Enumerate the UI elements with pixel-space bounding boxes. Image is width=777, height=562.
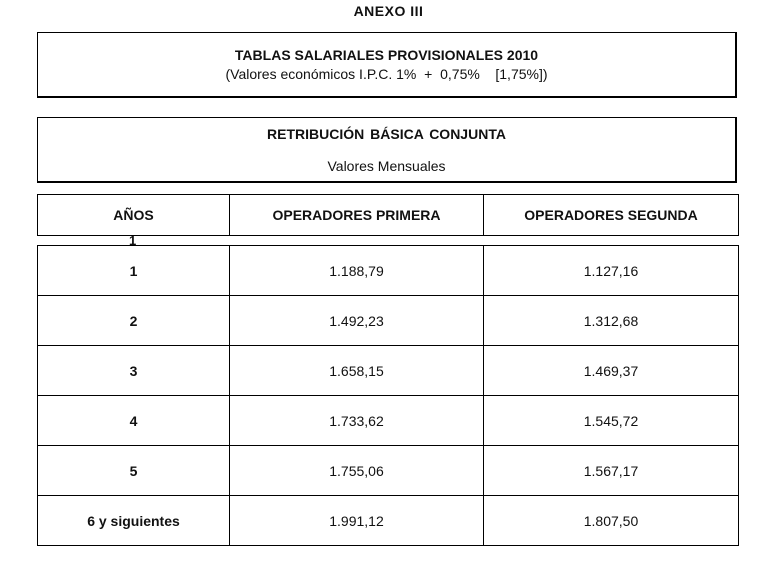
year-cell: 1 <box>38 246 230 296</box>
column-header-operadores-segunda: OPERADORES SEGUNDA <box>484 195 739 236</box>
annex-title: ANEXO III <box>353 3 424 19</box>
salary-tables-header-box <box>37 32 737 98</box>
column-header-operadores-primera: OPERADORES PRIMERA <box>230 195 484 236</box>
table-row <box>38 346 739 396</box>
salary-tables-subtitle: (Valores económicos I.P.C. 1% + 0,75% [1,75%]) <box>225 66 548 82</box>
primera-value-cell: 1.188,79 <box>230 246 484 296</box>
table-row <box>38 496 739 546</box>
table-row <box>38 446 739 496</box>
primera-value-cell: 1.991,12 <box>230 496 484 546</box>
segunda-value-cell: 1.567,17 <box>484 446 739 496</box>
segunda-value-cell: 1.469,37 <box>484 346 739 396</box>
table-row <box>38 246 739 296</box>
salary-tables-title: TABLAS SALARIALES PROVISIONALES 2010 <box>234 47 539 63</box>
table-row <box>38 396 739 446</box>
year-cell: 6 y siguientes <box>38 496 230 546</box>
segunda-value-cell: 1.312,68 <box>484 296 739 346</box>
basic-pay-subtitle: Valores Mensuales <box>327 158 446 174</box>
basic-pay-section-box <box>37 117 737 183</box>
stray-mark: 1 <box>129 233 137 248</box>
primera-value-cell: 1.492,23 <box>230 296 484 346</box>
year-cell: 2 <box>38 296 230 346</box>
segunda-value-cell: 1.127,16 <box>484 246 739 296</box>
primera-value-cell: 1.755,06 <box>230 446 484 496</box>
basic-pay-title: RETRIBUCIÓN BÁSICA CONJUNTA <box>267 126 506 142</box>
column-header-years: AÑOS <box>38 195 230 236</box>
segunda-value-cell: 1.545,72 <box>484 396 739 446</box>
segunda-value-cell: 1.807,50 <box>484 496 739 546</box>
primera-value-cell: 1.733,62 <box>230 396 484 446</box>
header-row <box>38 195 739 236</box>
year-cell: 5 <box>38 446 230 496</box>
salary-table-header <box>37 194 739 236</box>
year-cell: 4 <box>38 396 230 446</box>
year-cell: 3 <box>38 346 230 396</box>
table-row <box>38 296 739 346</box>
primera-value-cell: 1.658,15 <box>230 346 484 396</box>
salary-table-body <box>37 245 739 546</box>
